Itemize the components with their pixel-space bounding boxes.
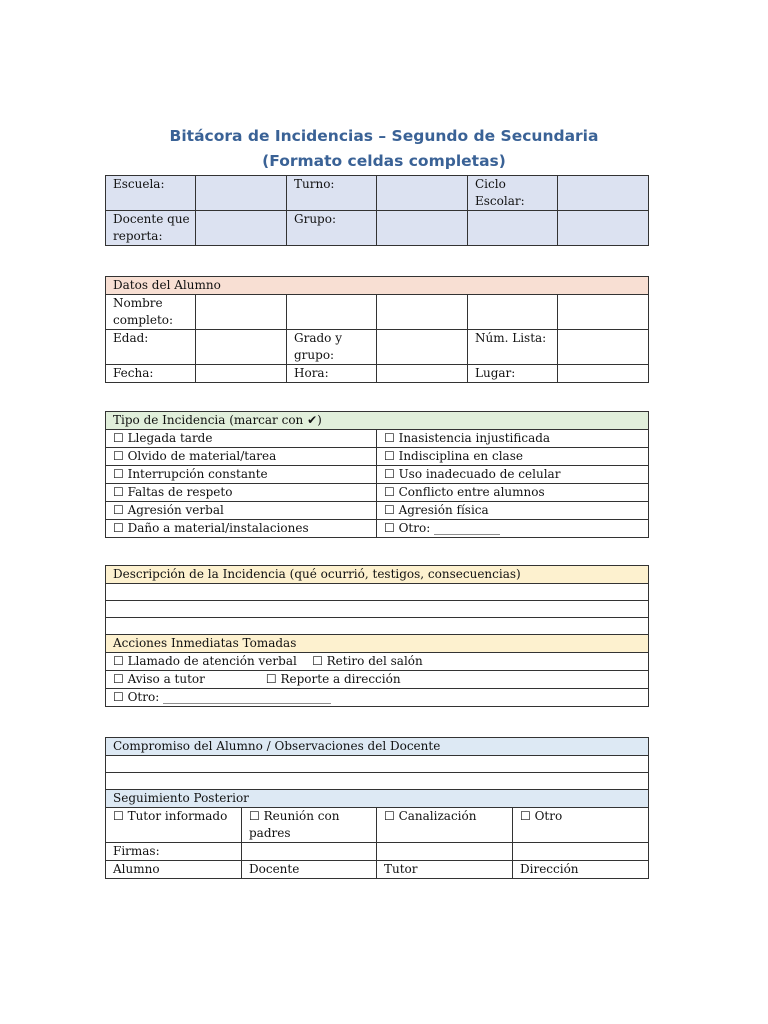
checkbox-inasistencia[interactable]: ☐ Inasistencia injustificada [377,430,649,448]
empty-cell [242,843,377,861]
signature-direccion[interactable]: Dirección [513,861,649,879]
ciclo-escolar-field[interactable] [558,176,649,211]
edad-field[interactable] [196,330,287,365]
actions-row-1[interactable]: ☐ Llamado de atención verbal ☐ Retiro del salón [106,653,649,671]
lugar-label: Lugar: [468,365,558,383]
checkbox-reunion-padres[interactable]: ☐ Reunión con padres [242,808,377,843]
num-lista-field[interactable] [558,330,649,365]
fecha-field[interactable] [196,365,287,383]
checkbox-faltas-respeto[interactable]: ☐ Faltas de respeto [106,484,377,502]
empty-cell [377,843,513,861]
num-lista-label: Núm. Lista: [468,330,558,365]
actions-row-3[interactable]: ☐ Otro: ____________________________ [106,689,649,707]
description-line[interactable] [106,618,649,635]
incident-type-table [105,411,649,538]
grado-grupo-field[interactable] [377,330,468,365]
commitment-line[interactable] [106,773,649,790]
firmas-label: Firmas: [106,843,242,861]
signature-tutor[interactable]: Tutor [377,861,513,879]
commitment-line[interactable] [106,756,649,773]
checkbox-conflicto[interactable]: ☐ Conflicto entre alumnos [377,484,649,502]
checkbox-dano-material[interactable]: ☐ Daño a material/instalaciones [106,520,377,538]
description-line[interactable] [106,601,649,618]
grupo-label: Grupo: [287,211,377,246]
hora-label: Hora: [287,365,377,383]
grado-grupo-label: Grado y grupo: [287,330,377,365]
nombre-field[interactable] [558,295,649,330]
grupo-field[interactable] [377,211,468,246]
checkbox-agresion-verbal[interactable]: ☐ Agresión verbal [106,502,377,520]
checkbox-canalizacion[interactable]: ☐ Canalización [377,808,513,843]
nombre-field[interactable] [468,295,558,330]
checkbox-tutor-informado[interactable]: ☐ Tutor informado [106,808,242,843]
description-header: Descripción de la Incidencia (qué ocurrió, testigos, consecuencias) [106,566,649,584]
checkbox-interrupcion[interactable]: ☐ Interrupción constante [106,466,377,484]
description-table [105,565,649,707]
nombre-field[interactable] [196,295,287,330]
escuela-field[interactable] [196,176,287,211]
incident-type-header: Tipo de Incidencia (marcar con ✔) [106,412,649,430]
lugar-field[interactable] [558,365,649,383]
student-data-table [105,276,649,383]
checkbox-llegada-tarde[interactable]: ☐ Llegada tarde [106,430,377,448]
title-line-2: (Formato celdas completas) [262,152,506,170]
turno-field[interactable] [377,176,468,211]
empty-cell [468,211,558,246]
followup-header: Seguimiento Posterior [106,790,649,808]
checkbox-olvido-material[interactable]: ☐ Olvido de material/tarea [106,448,377,466]
title-line-1: Bitácora de Incidencias – Segundo de Secundaria [169,127,599,145]
checkbox-otro-seguimiento[interactable]: ☐ Otro [513,808,649,843]
signature-alumno[interactable]: Alumno [106,861,242,879]
checkbox-indisciplina[interactable]: ☐ Indisciplina en clase [377,448,649,466]
ciclo-escolar-label: Ciclo Escolar: [468,176,558,211]
commitment-table [105,737,649,879]
docente-label: Docente que reporta: [106,211,196,246]
turno-label: Turno: [287,176,377,211]
empty-cell [558,211,649,246]
nombre-field[interactable] [287,295,377,330]
hora-field[interactable] [377,365,468,383]
actions-row-2[interactable]: ☐ Aviso a tutor ☐ Reporte a dirección [106,671,649,689]
fecha-label: Fecha: [106,365,196,383]
student-section-header: Datos del Alumno [106,277,649,295]
document-title [0,124,768,174]
checkbox-otro-incidencia[interactable]: ☐ Otro: ___________ [377,520,649,538]
checkbox-uso-celular[interactable]: ☐ Uso inadecuado de celular [377,466,649,484]
signature-docente[interactable]: Docente [242,861,377,879]
escuela-label: Escuela: [106,176,196,211]
description-line[interactable] [106,584,649,601]
empty-cell [513,843,649,861]
checkbox-agresion-fisica[interactable]: ☐ Agresión física [377,502,649,520]
commitment-header: Compromiso del Alumno / Observaciones del Docente [106,738,649,756]
actions-header: Acciones Inmediatas Tomadas [106,635,649,653]
nombre-label: Nombre completo: [106,295,196,330]
nombre-field[interactable] [377,295,468,330]
docente-field[interactable] [196,211,287,246]
school-info-table [105,175,649,246]
edad-label: Edad: [106,330,196,365]
